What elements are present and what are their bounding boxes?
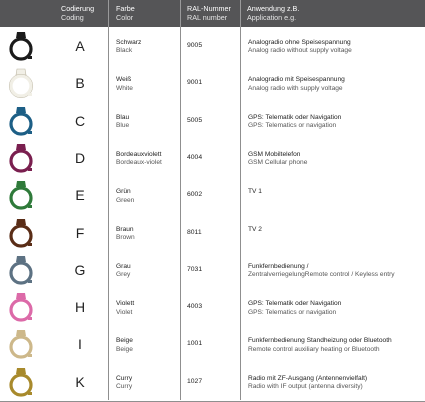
application-de: GPS: Telematik oder Navigation — [248, 300, 342, 308]
application — [248, 39, 352, 56]
color-coding-ring-icon — [7, 106, 35, 138]
color-name-en: Brown — [116, 233, 135, 241]
application-de: Funkfernbedienung / — [248, 262, 309, 270]
application-en: GSM Cellular phone — [248, 159, 308, 167]
ral-number: 7031 — [187, 265, 203, 273]
header-divider — [108, 0, 109, 27]
ral-number: 4004 — [187, 153, 203, 161]
color-name-en: Blue — [116, 122, 130, 129]
column-divider — [240, 27, 241, 400]
color-coding-ring-icon — [7, 143, 35, 175]
application-de: Radio mit ZF-Ausgang (Antennenvielfalt) — [248, 374, 368, 382]
color-name-en: White — [116, 84, 133, 92]
application — [248, 375, 367, 392]
header-application: Anwendung z.B. Application e.g. — [247, 4, 300, 22]
header-coding: Codierung Coding — [61, 4, 95, 22]
coding-letter: C — [74, 112, 86, 129]
color-name-de: Bordeauxviolett — [116, 150, 162, 158]
column-divider — [180, 27, 181, 400]
application — [248, 188, 262, 196]
table-row — [0, 139, 425, 178]
color-coding-ring-icon — [7, 367, 35, 399]
column-divider — [108, 27, 109, 400]
application-en: Analog radio without supply voltage — [248, 47, 352, 55]
ral-number: 9001 — [187, 79, 203, 87]
ral-number: 1027 — [187, 377, 203, 385]
application-de: Analogradio mit Speisespannung — [248, 76, 345, 84]
table-row — [0, 214, 425, 253]
coding-letter: E — [75, 187, 85, 204]
table-row — [0, 288, 425, 327]
ral-number: 9005 — [187, 42, 203, 49]
table-row — [0, 102, 425, 141]
color-name-en: Beige — [116, 345, 133, 353]
application-en: ZentralverriegelungRemote control / Keyless entry — [248, 271, 395, 279]
header-ral: RAL-Nummer RAL number — [187, 4, 231, 22]
color-name — [116, 151, 162, 168]
application-en: GPS: Telematics or navigation — [248, 308, 337, 316]
coding-letter: H — [74, 299, 86, 316]
coding-letter: B — [75, 75, 85, 92]
application-de: GPS: Telematik oder Navigation — [248, 113, 342, 121]
color-name-en: Black — [116, 47, 133, 55]
application-en: Remote control auxiliary heating or Bluetooth — [248, 345, 380, 353]
ral-number: 1001 — [187, 340, 203, 348]
color-name-de: Blau — [116, 113, 130, 121]
application-de: Analogradio ohne Speisespannung — [248, 39, 351, 46]
color-name — [116, 114, 129, 131]
table-row — [0, 64, 425, 103]
color-name-de: Beige — [116, 337, 133, 345]
coding-letter: K — [75, 373, 85, 390]
header-divider — [180, 0, 181, 27]
header-color: Farbe Color — [116, 4, 135, 22]
color-coding-ring-icon — [7, 218, 35, 250]
coding-letter: F — [75, 224, 85, 241]
table-row — [0, 363, 425, 402]
application — [248, 151, 307, 168]
color-coding-ring-icon — [7, 329, 35, 361]
application — [248, 76, 345, 93]
color-name-de: Weiß — [116, 76, 132, 84]
color-name-de: Violett — [116, 300, 135, 308]
color-name-de: Braun — [116, 225, 134, 233]
application-en: GPS: Telematics or navigation — [248, 122, 337, 129]
color-name — [116, 300, 134, 317]
table-row — [0, 176, 425, 215]
color-name — [116, 375, 132, 392]
color-name — [116, 226, 135, 243]
color-name-de: Grün — [116, 188, 131, 196]
color-name — [116, 337, 133, 354]
color-name-en: Curry — [116, 383, 133, 391]
application-en: Analog radio with supply voltage — [248, 84, 343, 92]
color-name — [116, 39, 141, 56]
color-name — [116, 76, 133, 93]
color-coding-ring-icon — [7, 255, 35, 287]
color-name-en: Green — [116, 196, 135, 204]
ral-number: 4003 — [187, 303, 203, 311]
coding-letter: I — [78, 336, 82, 353]
color-name-en: Violet — [116, 308, 133, 316]
color-name-de: Schwarz — [116, 39, 142, 46]
color-coding-ring-icon — [7, 68, 35, 100]
application — [248, 337, 392, 354]
ral-number: 6002 — [187, 191, 203, 199]
color-name-en: Bordeaux-violet — [116, 159, 162, 167]
color-name — [116, 188, 134, 205]
color-coding-ring-icon — [7, 180, 35, 212]
coding-letter: A — [75, 38, 85, 54]
color-coding-ring-icon — [7, 292, 35, 324]
coding-letter: G — [74, 261, 86, 278]
color-name-de: Grau — [116, 262, 131, 270]
ral-number: 8011 — [187, 228, 202, 236]
application-de: TV 2 — [248, 225, 262, 233]
color-name-en: Grey — [116, 271, 131, 279]
header-divider — [240, 0, 241, 27]
color-coding-ring-icon — [7, 31, 35, 63]
coding-letter: D — [74, 149, 86, 166]
table-row — [0, 325, 425, 364]
color-name-de: Curry — [116, 374, 133, 382]
application-de: TV 1 — [248, 188, 262, 196]
table-header — [0, 0, 425, 27]
application — [248, 263, 395, 280]
color-name — [116, 263, 131, 280]
application-en: Radio with IF output (antenna diversity) — [248, 383, 363, 391]
ral-number: 5005 — [187, 116, 203, 124]
application — [248, 114, 341, 131]
application-de: Funkfernbedienung Standheizung oder Bluetooth — [248, 337, 392, 345]
application — [248, 226, 262, 234]
application — [248, 300, 341, 317]
application-de: GSM Mobiltelefon — [248, 150, 301, 158]
table-row — [0, 27, 425, 66]
table-row — [0, 251, 425, 290]
